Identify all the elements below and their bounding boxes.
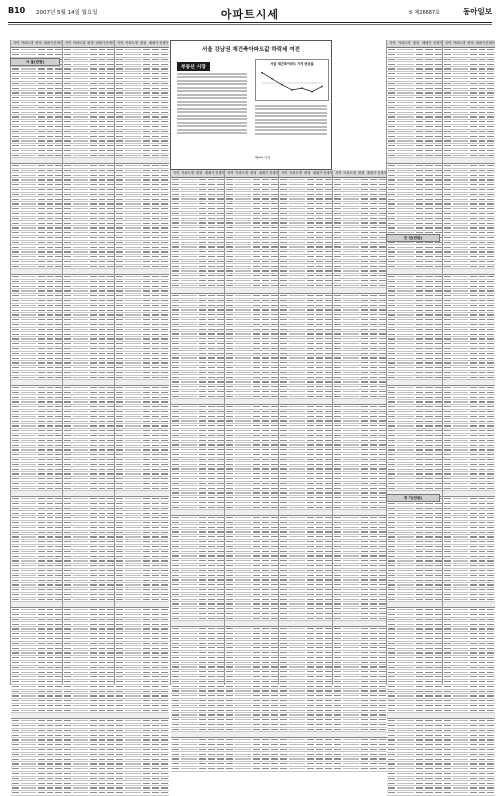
column-header-cell: 평형: [412, 41, 420, 45]
table-row: [115, 791, 169, 796]
listing-column: [62, 40, 115, 685]
page-header: [8, 6, 492, 20]
chart-point: [311, 91, 313, 93]
listing-rows: [171, 178, 225, 685]
region-banner-gyeonggi: 경 기(만원): [386, 494, 440, 502]
column-header-cell: 아파트명: [289, 171, 303, 175]
column-header-cell: 전세가: [105, 41, 115, 45]
table-row: [387, 791, 443, 796]
column-header-cell: 매매가: [148, 41, 159, 45]
column-header-cell: 아파트명: [452, 41, 466, 45]
listing-rows: [387, 48, 443, 685]
listing-rows: [11, 48, 63, 685]
column-header: [443, 40, 495, 48]
column-header: [387, 40, 443, 48]
feature-chart-plot: [256, 60, 328, 100]
listing-rows: [443, 48, 495, 685]
column-header-cell: 평형: [196, 171, 203, 175]
column-header-cell: 지역: [226, 171, 234, 175]
feature-chart: [255, 59, 329, 101]
feature-article: [170, 40, 332, 170]
column-header-cell: 아파트명: [125, 41, 139, 45]
listing-rows: [115, 48, 169, 685]
column-header-cell: 지역: [389, 41, 396, 45]
listing-rows: [279, 178, 333, 685]
chart-point: [301, 87, 303, 89]
column-header-cell: 매매가: [422, 41, 432, 45]
table-row: [225, 767, 279, 772]
listing-column: [442, 40, 495, 685]
chart-point: [291, 89, 293, 91]
chart-point: [321, 86, 323, 88]
column-header-cell: 평형: [467, 41, 474, 45]
column-header-cell: 지역: [334, 171, 342, 175]
listing-column: [10, 40, 63, 685]
column-header-cell: 아파트명: [181, 171, 195, 175]
column-header-cell: 지역: [444, 41, 452, 45]
region-banner-incheon: 인 천(만원): [386, 234, 440, 242]
chart-series-line: [262, 73, 322, 92]
column-header-cell: 평형: [87, 41, 94, 45]
column-header-cell: 전세가: [269, 171, 279, 175]
issue-date: 2007년 5월 14일 월요일: [36, 10, 98, 16]
table-row: [11, 791, 63, 796]
listing-column: [224, 170, 279, 685]
chart-point: [281, 84, 283, 86]
column-header-cell: 매매가: [258, 171, 269, 175]
column-header-cell: 지역: [172, 171, 180, 175]
header-rule: [8, 22, 492, 23]
column-header-cell: 매매가: [43, 41, 54, 45]
table-row: [279, 767, 333, 772]
listing-rows: [333, 178, 387, 685]
column-header-cell: 전세가: [377, 171, 387, 175]
header-rule-thin: [8, 24, 492, 25]
column-header-cell: 매매가: [475, 41, 486, 45]
column-header: [11, 40, 63, 48]
column-header-cell: 아파트명: [235, 171, 249, 175]
column-header-cell: 아파트명: [343, 171, 357, 175]
column-header: [115, 40, 169, 48]
column-header-cell: 전세가: [215, 171, 225, 175]
chart-point: [261, 72, 263, 74]
feature-chart-title: 서울 재건축아파트 가격 변동률: [270, 62, 314, 66]
column-header-cell: 매매가: [204, 171, 215, 175]
column-header-cell: 평형: [140, 41, 147, 45]
page-number: B10: [8, 6, 26, 15]
issue-number: ⑤ 제26687호: [408, 10, 440, 16]
column-header-cell: 매매가: [95, 41, 106, 45]
column-header: [279, 170, 333, 178]
feature-body-text: [177, 71, 247, 136]
column-header-cell: 지역: [64, 41, 72, 45]
column-header-cell: 전세가: [432, 41, 443, 45]
section-title: 아파트시세: [220, 8, 280, 21]
column-header-cell: 아파트명: [72, 41, 86, 45]
table-row: [443, 791, 495, 796]
listing-column: [332, 170, 387, 685]
column-header-cell: 전세가: [53, 41, 63, 45]
column-header-cell: 평형: [358, 171, 365, 175]
column-header-cell: 지역: [280, 171, 288, 175]
masthead: 동아일보: [463, 7, 492, 16]
column-header-cell: 지역: [12, 41, 20, 45]
listing-column: [114, 40, 169, 685]
feature-title: 서울 강남권 재건축아파트값 하락세 여전: [202, 47, 300, 53]
feature-body-text-2: [255, 103, 327, 136]
column-header-cell: 전세가: [485, 41, 495, 45]
region-banner-seoul: 서 울(만원): [10, 58, 60, 66]
listing-rows: [63, 48, 115, 685]
chart-point: [271, 78, 273, 80]
table-row: [171, 767, 225, 772]
feature-tag: 부동산 시장: [177, 62, 210, 71]
column-header-cell: 평형: [250, 171, 257, 175]
column-header: [63, 40, 115, 48]
column-header-cell: 매매가: [366, 171, 377, 175]
listing-column: [170, 170, 225, 685]
column-header: [171, 170, 225, 178]
column-header-cell: 지역: [116, 41, 124, 45]
column-header-cell: 아파트명: [20, 41, 34, 45]
table-row: [63, 791, 115, 796]
column-header-cell: 평형: [35, 41, 42, 45]
column-header-cell: 아파트명: [397, 41, 411, 45]
feature-byline: 박*** 기자: [255, 156, 271, 160]
column-header: [333, 170, 387, 178]
column-header-cell: 전세가: [323, 171, 333, 175]
column-header-cell: 평형: [304, 171, 311, 175]
column-header-cell: 매매가: [312, 171, 323, 175]
column-header-cell: 전세가: [159, 41, 169, 45]
column-header: [225, 170, 279, 178]
listing-column: [278, 170, 333, 685]
listing-column: [386, 40, 443, 685]
table-row: [333, 767, 387, 772]
listing-rows: [225, 178, 279, 685]
